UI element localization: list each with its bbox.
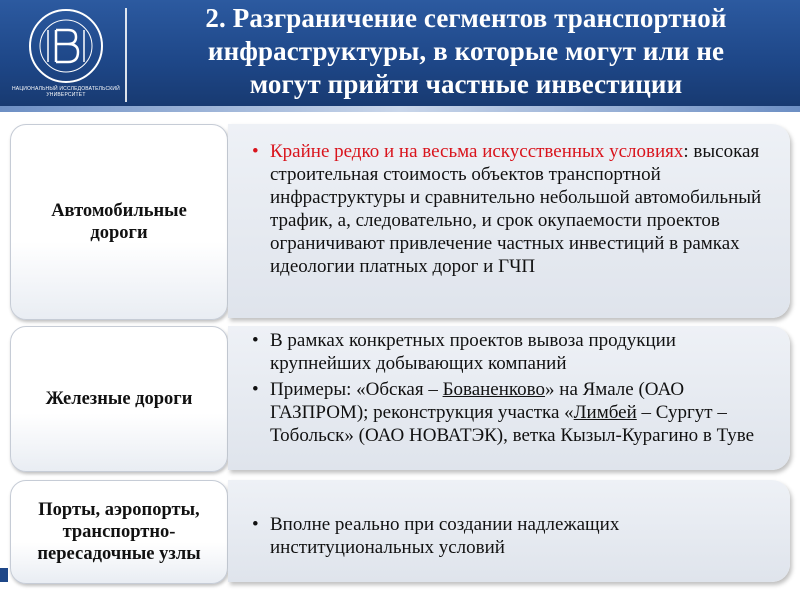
bullet-text-part: Примеры: «Обская – <box>270 379 443 400</box>
logo-caption <box>10 86 122 98</box>
bullet-item <box>228 513 790 559</box>
bullet-text-part: – Сургут – Тобольск» (ОАО НОВАТЭК), ветка Кызыл-Курагино в Туве <box>270 402 755 446</box>
row-label-line: Порты, аэропорты, <box>38 500 200 520</box>
bullet-text: В рамках конкретных проектов вывоза продукции крупнейших добывающих компаний <box>270 330 676 374</box>
underlined-place-name: Лимбей <box>573 402 637 423</box>
header-divider <box>125 8 127 102</box>
title-line-3: могут прийти частные инвестиции <box>249 69 683 99</box>
row-label-ports <box>10 480 228 584</box>
slide-title <box>138 2 794 101</box>
row-label-line: транспортно- <box>62 522 176 542</box>
logo-caption-line1: НАЦИОНАЛЬНЫЙ ИССЛЕДОВАТЕЛЬСКИЙ <box>12 86 120 92</box>
footer-mark <box>0 568 8 582</box>
bullet-icon: • <box>252 514 259 535</box>
bullet-icon: • <box>252 141 259 162</box>
title-line-1: 2. Разграничение сегментов транспортной <box>205 3 727 33</box>
bullet-item <box>228 140 790 278</box>
row-label-railways <box>10 326 228 472</box>
bullet-icon: • <box>252 330 259 351</box>
row-label-line: пересадочные узлы <box>37 544 201 564</box>
row-content-ports <box>228 480 790 582</box>
underlined-place-name: Бованенково <box>442 379 546 400</box>
row-content-roads <box>228 124 790 318</box>
row-label-roads <box>10 124 228 320</box>
row-content-railways <box>228 326 790 470</box>
logo-caption-line2: УНИВЕРСИТЕТ <box>46 92 86 98</box>
bullet-text: Вполне реально при создании надлежащих институциональных условий <box>270 514 620 558</box>
row-label-line: Железные дороги <box>45 389 193 409</box>
row-label-line: Автомобильные <box>51 201 187 221</box>
bullet-text: : высокая строительная стоимость объектов транспортной инфраструктуры и сравнительно небольшой автомобильный трафик, а, следовательно, и срок окупаемости проектов ограничивают привлечение частных инвестиций в рамках идеологии платных дорог и ГЧП <box>270 141 762 277</box>
bullet-icon: • <box>252 379 259 400</box>
header-strip <box>0 106 800 112</box>
bullet-item <box>228 378 790 447</box>
bullet-item <box>228 329 790 375</box>
bullet-highlight: Крайне редко и на весьма искусственных условиях <box>270 141 684 162</box>
bullet-text-part: » на Ямале (ОАО ГАЗПРОМ); реконструкция участка « <box>270 379 685 423</box>
slide-header <box>0 0 800 112</box>
row-label-line: дороги <box>90 223 148 243</box>
title-line-2: инфраструктуры, в которые могут или не <box>207 36 725 66</box>
